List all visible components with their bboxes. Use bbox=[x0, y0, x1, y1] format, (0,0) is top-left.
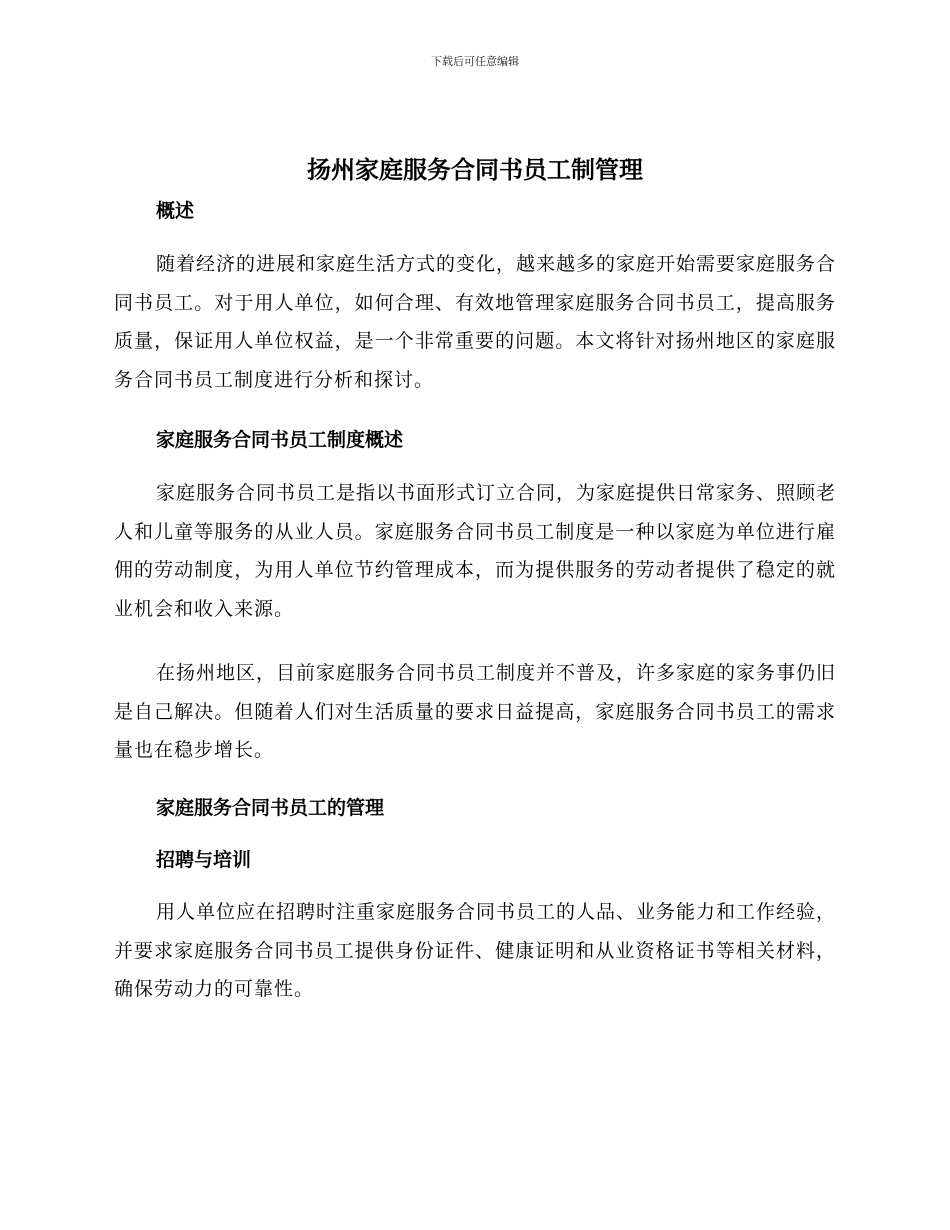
paragraph-recruit: 用人单位应在招聘时注重家庭服务合同书员工的人品、业务能力和工作经验，并要求家庭服务合同书员工提供身份证件、健康证明和从业资格证书等相关材料，确保劳动力的可靠性。 bbox=[114, 901, 837, 1000]
paragraph-system-2: 在扬州地区，目前家庭服务合同书员工制度并不普及，许多家庭的家务事仍旧是自己解决。但随着人们对生活质量的要求日益提高，家庭服务合同书员工的需求量也在稳步增长。 bbox=[114, 662, 837, 761]
overview-heading-block bbox=[114, 197, 836, 225]
system-heading-block bbox=[114, 426, 836, 454]
section-heading-management: 家庭服务合同书员工的管理 bbox=[156, 797, 385, 819]
section-heading-recruit: 招聘与培训 bbox=[156, 849, 252, 871]
system-paragraph-2-block bbox=[114, 654, 836, 770]
section-heading-overview: 概述 bbox=[156, 200, 195, 222]
system-paragraph-1-block bbox=[114, 474, 836, 628]
section-heading-system: 家庭服务合同书员工制度概述 bbox=[156, 429, 404, 451]
document-title: 扬州家庭服务合同书员工制管理 bbox=[307, 156, 643, 184]
recruit-heading-block bbox=[114, 846, 836, 874]
paragraph-system-1: 家庭服务合同书员工是指以书面形式订立合同，为家庭提供日常家务、照顾老人和儿童等服务的从业人员。家庭服务合同书员工制度是一种以家庭为单位进行雇佣的劳动制度，为用人单位节约管理成本，而为提供服务的劳动者提供了稳定的就业机会和收入来源。 bbox=[114, 482, 837, 620]
overview-paragraph-block bbox=[114, 245, 836, 399]
header-note: 下载后可任意编辑 bbox=[431, 55, 519, 68]
recruit-paragraph-block bbox=[114, 893, 836, 1009]
management-heading-block bbox=[114, 794, 836, 822]
paragraph-overview: 随着经济的进展和家庭生活方式的变化，越来越多的家庭开始需要家庭服务合同书员工。对于用人单位，如何合理、有效地管理家庭服务合同书员工，提高服务质量，保证用人单位权益，是一个非常重要的问题。本文将针对扬州地区的家庭服务合同书员工制度进行分析和探讨。 bbox=[114, 253, 837, 391]
